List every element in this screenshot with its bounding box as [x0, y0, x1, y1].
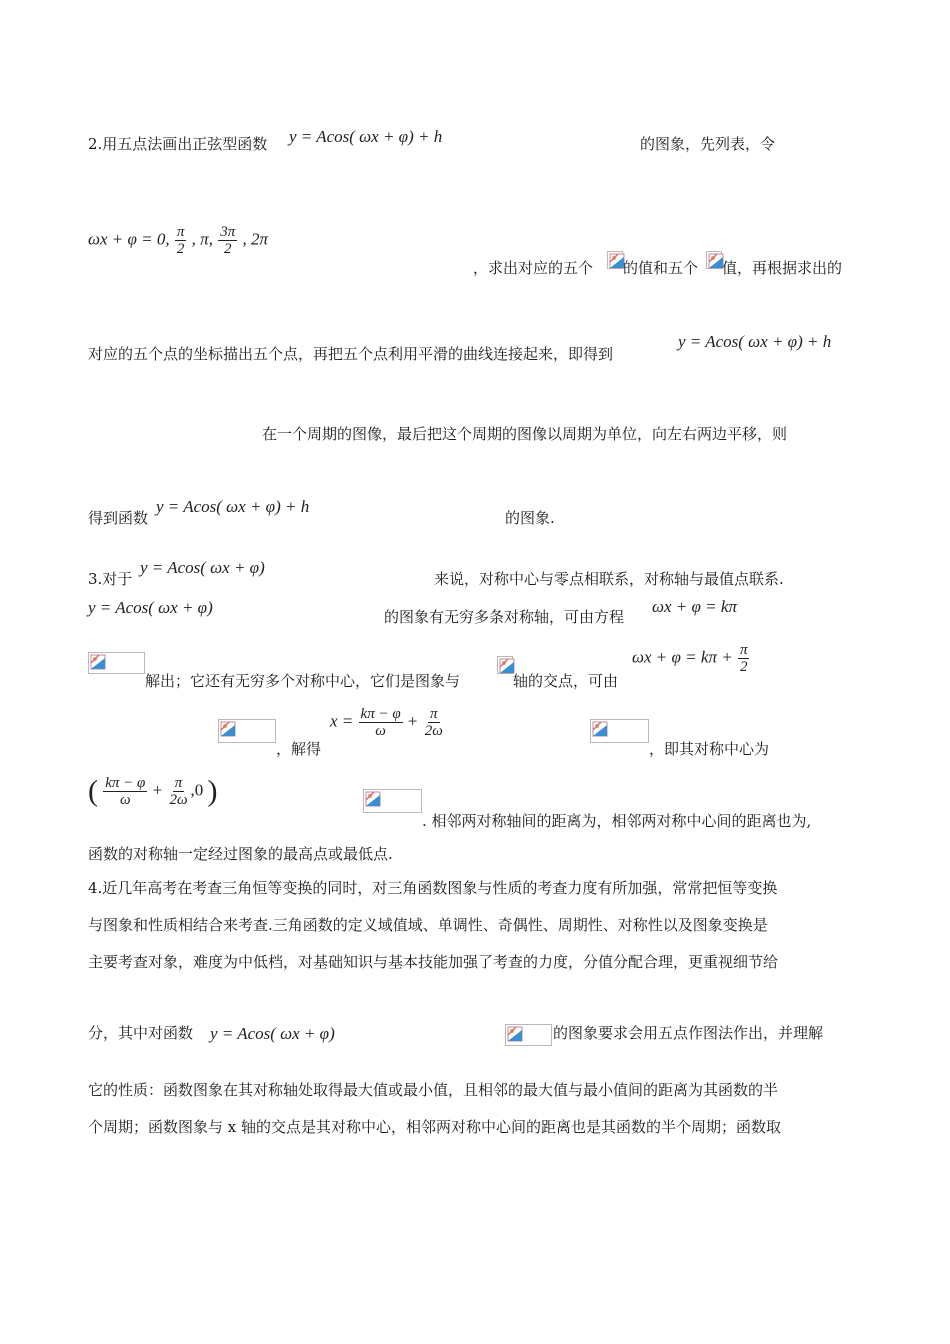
- missing-image-icon: [706, 251, 722, 269]
- formula-y-acos-h-1: y = Acos( ωx + φ) + h: [289, 127, 443, 146]
- p3-line1-tail: 来说，对称中心与零点相联系，对称轴与最值点联系.: [434, 570, 784, 588]
- formula-x-eq: x = $\frac{k\pi - \varphi}{\omega}$ + $\frac{\pi}{2\omega}$: [330, 706, 443, 739]
- formula-center-point: ( $\frac{k\pi - \varphi}{\omega}$ + $\frac{\pi}{2\omega}$ ,0 ): [88, 774, 218, 808]
- p3-line2-text: 的图象有无穷多条对称轴，可由方程: [384, 608, 625, 626]
- p4-line3-text: 主要考查对象，难度为中低档，对基础知识与基本技能加强了考查的力度，分值分配合理，更重视细节给: [88, 953, 779, 971]
- p2-line5-tail: 的图象.: [505, 509, 555, 527]
- missing-image-icon: [363, 789, 422, 813]
- formula-five-phase-values: [88, 224, 268, 257]
- missing-image-icon: [88, 652, 145, 674]
- p2-line1-tail: 的图象，先列表，令: [640, 135, 776, 153]
- p4-line6-text: 个周期；函数图象与 x 轴的交点是其对称中心，相邻两对称中心间的距离也是其函数的半个周期；函数取: [88, 1118, 782, 1136]
- formula-y-acos-h-3: y = Acos( ωx + φ) + h: [156, 497, 310, 516]
- p2-line3-text: 对应的五个点的坐标描出五个点，再把五个点利用平滑的曲线连接起来，即得到: [88, 345, 614, 363]
- p2-line2-text-c: 值，再根据求出的: [722, 259, 843, 277]
- p4-line5-text: 它的性质：函数图象在其对称轴处取得最大值或最小值，且相邻的最大值与最小值间的距离为其函数的半: [88, 1081, 779, 1099]
- p2-line2-text-b: 的值和五个: [623, 259, 699, 277]
- p4-line4-text: 分，其中对函数: [88, 1024, 194, 1042]
- missing-image-icon: [607, 251, 623, 269]
- fraction-kpi-phi-over-omega: $\frac{k\pi - \varphi}{\omega}$: [105, 775, 146, 808]
- missing-image-icon: [505, 1024, 552, 1046]
- p3-line3-text: 解出；它还有无穷多个对称中心，它们是图象与: [145, 672, 461, 690]
- fraction-kpi-phi-over-omega: $\frac{k\pi - \varphi}{\omega}$: [360, 706, 401, 739]
- p3-line6-text: 函数的对称轴一定经过图象的最高点或最低点.: [88, 845, 393, 863]
- p2-line4-text: 在一个周期的图像，最后把这个周期的图像以周期为单位，向左右两边平移，则: [262, 425, 788, 443]
- p3-line5-text: . 相邻两对称轴间的距离为，相邻两对称中心间的距离也为,: [422, 812, 812, 830]
- fraction-3pi-over-2: $\frac{3\pi}{2}$: [220, 224, 236, 257]
- formula-y-acos-3: y = Acos( ωx + φ): [210, 1024, 335, 1043]
- missing-image-icon: [218, 719, 276, 743]
- p3-line3-tail: 轴的交点，可由: [513, 672, 619, 690]
- p4-line4-tail: 的图象要求会用五点作图法作出，并理解: [553, 1024, 824, 1042]
- formula-y-acos-h-2: y = Acos( ωx + φ) + h: [678, 332, 832, 351]
- p2-line1-text: 2.用五点法画出正弦型函数: [88, 135, 268, 153]
- fraction-pi-over-2omega: $\frac{\pi}{2\omega}$: [169, 775, 188, 808]
- formula-y-acos-2: y = Acos( ωx + φ): [88, 598, 213, 617]
- fraction-pi-over-2: $\frac{\pi}{2}$: [176, 224, 185, 257]
- fraction-pi-over-2omega: $\frac{\pi}{2\omega}$: [424, 706, 443, 739]
- formula-center-eq: ωx + φ = kπ + $\frac{\pi}{2}$: [632, 642, 748, 675]
- fraction-pi-over-2: $\frac{\pi}{2}$: [739, 642, 748, 675]
- missing-image-icon: [497, 656, 513, 674]
- p4-line2-text: 与图象和性质相结合来考查.三角函数的定义域值域、单调性、奇偶性、周期性、对称性以及图象变换是: [88, 916, 768, 934]
- sep-pi: , π,: [191, 229, 213, 249]
- p4-line1-text: 4.近几年高考在考查三角恒等变换的同时，对三角函数图象与性质的考查力度有所加强，常常把恒等变换: [88, 879, 778, 897]
- formula-axis-eq: ωx + φ = kπ: [652, 597, 737, 616]
- phase-lhs: ωx + φ = 0,: [88, 229, 170, 249]
- p2-line5-text: 得到函数: [88, 509, 149, 527]
- two-pi: , 2π: [242, 229, 268, 249]
- missing-image-icon: [590, 719, 649, 743]
- p2-line2-text-a: ，求出对应的五个: [473, 259, 594, 277]
- p3-line4-text: ，解得: [276, 740, 322, 758]
- p3-line4-tail: ，即其对称中心为: [649, 740, 770, 758]
- formula-y-acos-1: y = Acos( ωx + φ): [140, 558, 265, 577]
- p3-line1-text: 3.对于: [88, 570, 133, 588]
